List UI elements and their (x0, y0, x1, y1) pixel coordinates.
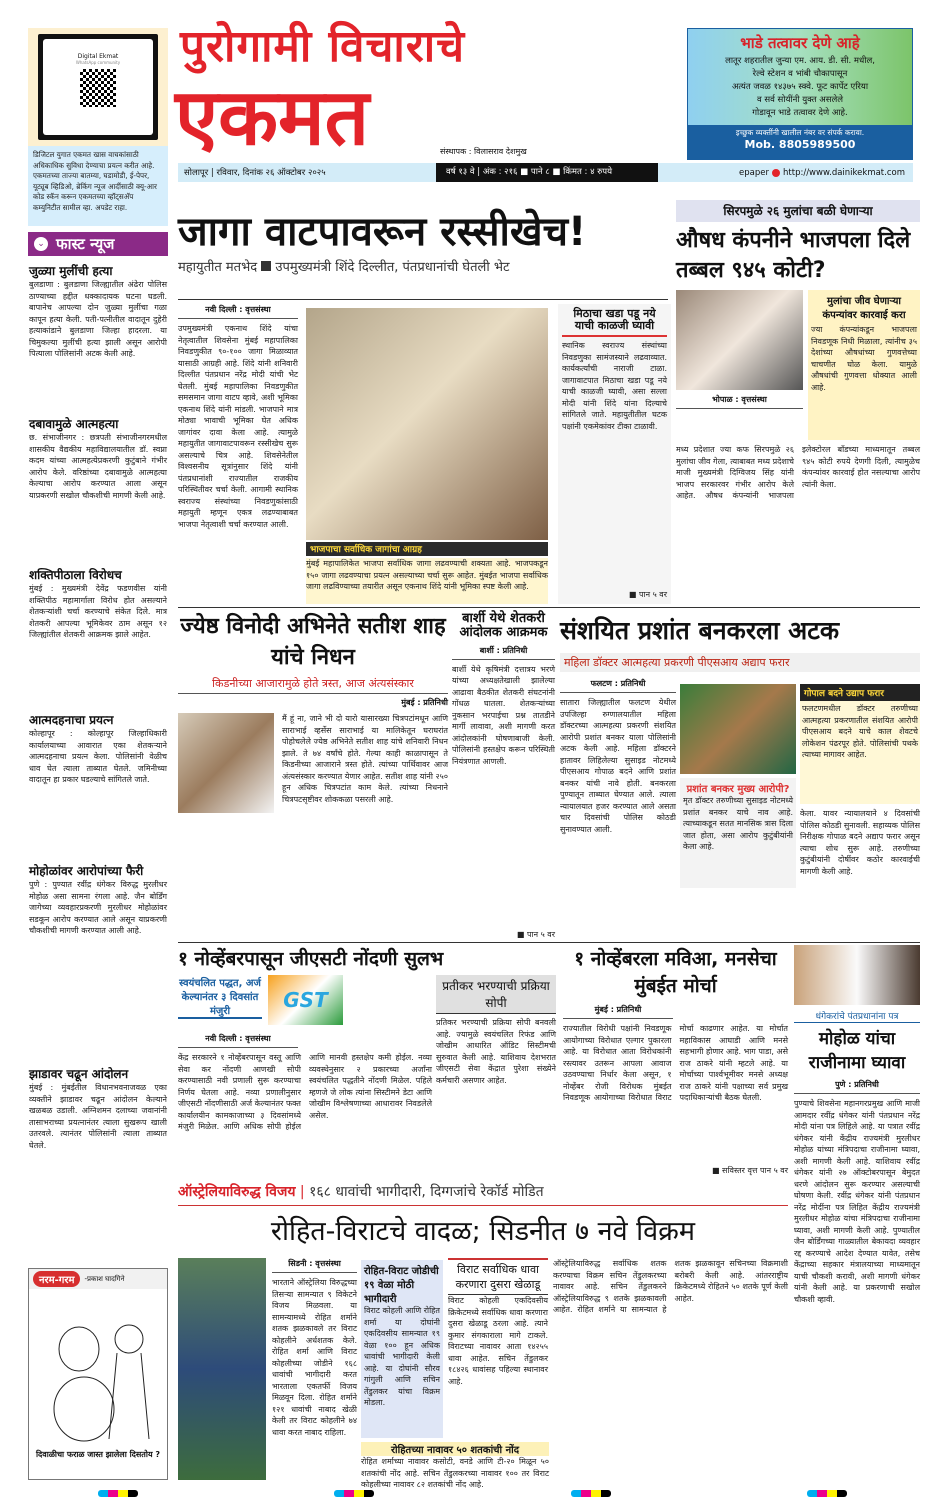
qr-card[interactable] (38, 34, 158, 140)
cricket-article: सिडनी : वृत्तसंस्था भारताने ऑस्ट्रेलिया विरुद्धच्या तिसऱ्या सामन्यात ९ विकेटने विजय मिळवला. या सामन्यामध्ये रोहित शर्माने शतक झळकावले तर विराट कोहलीने अर्धशतक केले. रोहित शर्मा आणि विराट कोहलीच्या जोडीने १६८ धावांची भागीदारी करत भारताला एकतर्फी विजय मिळवून दिला. रोहित शर्माने १२१ धावांची नाबाद खेळी केली तर विराट कोहलीने ७४ धावा करत नाबाद राहिला. रोहित-विराट जोडीची १९ वेळा मोठी भागीदारी विराट कोहली आणि रोहित शर्मा या दोघांनी एकदिवसीय सामन्यात १९ वेळा १०० हून अधिक धावांची भागीदारी केली आहे. या दोघांनी सौरव गांगुली आणि सचिन तेंडुलकर यांचा विक्रम मोडला. विराट सर्वाधिक धावा करणारा दुसरा खेळाडू विराट कोहली एकदिवसीय क्रिकेटमध्ये सर्वाधिक धावा करणारा दुसरा खेळाडू ठरला आहे. त्याने कुमार संगकाराला मागे टाकले. विराटच्या नावावर आता १४२५५ धावा आहेत. सचिन तेंडुलकर १८४२६ धावांसह पहिल्या स्थानावर आहे. ऑस्ट्रेलियाविरुद्ध सर्वाधिक शतक करण्याचा विक्रम सचिन तेंडुलकरच्या नावावर आहे. सचिन तेंडुलकरने ऑस्ट्रेलियाविरुद्ध ९ शतके झळकावली आहेत. रोहित शर्माने या सामन्यात हे शतक झळकावून सचिनच्या विक्रमाशी बरोबरी केली आहे. आंतरराष्ट्रीय क्रिकेटमध्ये रोहितने ५० शतके पूर्ण केली आहेत. रोहितच्या नावावर ५० शतकांची नोंद रोहित शर्माच्या नावावर कसोटी, वनडे आणि टी-२० मिळून ५० शतकांची नोंद आहे. सचिन तेंडुलकरच्या नावावर १०० तर विराट कोहलीच्या नावावर ८२ शतकांची नोंद आहे. (178, 1258, 788, 1480)
pharma-block (676, 200, 920, 605)
gst-article: स्वयंचलित पद्धत, अर्ज केल्यानंतर ३ दिवसांत मंजुरी GST नवी दिल्ली : वृत्तसंस्था केंद्र सरकारने १ नोव्हेंबरपासून वस्तू आणि सेवा कर नोंदणी आणखी सोपी करण्यासाठी नवी प्रणाली सुरू करण्याचा निर्णय घेतला आहे. नव्या प्रणालीनुसार जीएसटी नोंदणीसाठी अर्ज केल्यानंतर फक्त कार्यालयीन कामकाजाच्या ३ दिवसांमध्ये मंजुरी मिळेल. आणि अधिक सोपी होईल आणि मानवी हस्तक्षेप कमी होईल. नव्या व्यवस्थेनुसार २ प्रकारच्या अर्जांना स्वयंचलित पद्धतीने नोंदणी मिळेल. पहिले म्हणजे जे लोक त्यांना सिस्टीमने डेटा आणि जोखीम विश्लेषणाच्या आधारावर निवडलेले असेल. प्रतीकर भरण्याची प्रक्रिया सोपी प्रतिकर भरण्याची प्रक्रिया सोपी बनवली आहे. ज्यामुळे स्वयंचलित रिफंड आणि जोखीम आधारित ऑडिट सिस्टीमची सुरुवात केली आहे. याशिवाय देशभरात जीएसटी सेवा केंद्रात पुरेशा संख्येने कर्मचारी असणार आहेत. (178, 975, 558, 1175)
pharma-kicker: सिरपमुळे २६ मुलांचा बळी घेणाऱ्या (676, 200, 920, 222)
qr-title: Digital Ekmat (77, 53, 119, 60)
epaper-label: epaper (739, 167, 770, 178)
shah-photo (178, 713, 274, 813)
shah-block (178, 611, 448, 940)
color-mark (98, 1490, 138, 1497)
shah-subheadline: किडनीच्या आजारामुळे होते त्रस्त, आज अंत्यसंस्कार (178, 676, 448, 694)
lead-photo-caption: भाजपाचा सर्वाधिक जागांचा आग्रह (306, 542, 548, 556)
print-color-marks (0, 1490, 945, 1498)
qr-code (80, 69, 116, 107)
news-item: आत्मदहनाचा प्रयत्न कोल्हापूर : कोल्हापूर जिल्हाधिकारी कार्यालयाच्या आवारात एका शेतकऱ्याने आत्मदहनाचा प्रयत्न केला. पोलिसांनी वेळीच धाव घेत त्याला ताब्यात घेतले. जमिनीच्या वादातून हा प्रकार घडल्याचे सांगितले जाते. (29, 713, 167, 784)
mohol-article: धंगेकरांचे पंतप्रधानांना पत्र मोहोळ यांचा राजीनामा घ्यावा पुणे : प्रतिनिधी पुण्याचे शिवसेना महानगरप्रमुख आणि माजी आमदार रवींद्र धंगेकर यांनी पंतप्रधान नरेंद्र मोदी यांना पत्र लिहिले आहे. या पत्रात रवींद्र धंगेकर यांनी केंद्रीय राज्यमंत्री मुरलीधर मोहोळ यांच्या मंत्रिपदाचा राजीनामा घ्यावा, अशी मागणी केली आहे. याशिवाय रवींद्र धंगेकर यांनी २७ ऑक्टोबरपासून बेमुदत धरणे आंदोलन सुरू करण्यार असल्याची घोषणा केली. रवींद्र धंगेकर यांनी पंतप्रधान नरेंद्र मोदींना पत्र लिहित केंद्रीय राज्यमंत्री मुरलीधर मोहोळ यांचा मंत्रिपदाचा राजीनामा घ्यावा, अशी मागणी केली आहे. पुण्यातील जैन बोर्डिंगच्या गाळ्यातील बेकायदा व्यवहार रद्द करण्याचे आदेश देण्यात यावेत, तसेच केंद्राच्या सहकार मंत्रालयाच्या माध्यमातून याची चौकशी करावी, अशी मागणी धंगेकर यांनी केली आहे. या प्रकरणाची सखोल चौकशी व्हावी. (794, 945, 920, 1480)
color-mark (334, 1490, 374, 1497)
news-item: दबावामुळे आत्महत्या छ. संभाजीनगर : छत्रपती संभाजीनगरमधील शासकीय वैद्यकीय महाविद्यालयातील डॉ. स्वप्ना कदम यांच्या आत्महत्येप्रकरणी कुटुंबाने गंभीर आरोप केले. वरिष्ठांच्या दबावामुळे आत्महत्या केल्याचा आरोप करण्यात आला असून याप्रकरणी सखोल चौकशीची मागणी केली आहे. (29, 417, 167, 500)
ad-mobile: Mob. 8805989500 (744, 138, 856, 151)
founder: संस्थापक : विलासराव देशमुख (440, 147, 527, 156)
ad-line: रेल्वे स्टेशन व भांबी चौकापासून (752, 69, 848, 79)
mid-box: मिठाचा खडा पडू नये याची काळजी घ्यावी स्थानिक स्वराज्य संस्थांच्या निवडणुका सामंजस्याने लढवाव्यात. कार्यकर्त्यांची नाराजी टाळा. जागावाटपात मिठाचा खडा पडू नये याची काळजी घ्यावी, असा सल्ला मोदी यांनी शिंदे यांना दिल्याचे सांगितले जाते. महायुतीतील घटक पक्षांनी एकमेकांवर टीका टाळावी. ■ पान ५ वर (558, 304, 671, 604)
qr-promo (28, 28, 168, 146)
lead-subheadline: महायुतीत मतभेद उपमुख्यमंत्री शिंदे दिल्लीत, पंतप्रधानांची घेतली भेट (178, 260, 510, 275)
shah-article: मुंबई : प्रतिनिधी मैं हूं ना, जाने भी दो यारो यासारख्या चित्रपटांमधून आणि साराभाई व्हर्सेस साराभाई या मालिकेतून घराघरांत पोहोचलेले ज्येष्ठ अभिनेते सतीश शाह यांचे शनिवारी निधन झाले. ते ७४ वर्षांचे होते. गेल्या काही काळापासून ते किडनीच्या आजाराने त्रस्त होते. त्यांच्या पार्थिवावर आज अंत्यसंस्कार करण्यात येणार आहेत. सतीश शाह यांनी २५० हून अधिक चित्रपटांत काम केले. त्यांच्या निधनाने चित्रपटसृष्टीवर शोककळा पसरली आहे. (178, 694, 448, 940)
lead-headline: जागा वाटपावरून रस्सीखेच! (178, 209, 587, 255)
rental-ad[interactable] (687, 28, 913, 160)
fast-news (28, 232, 168, 1262)
gst-logo: GST (268, 975, 343, 1025)
cartoon-author: -प्रकाश घादगिने (84, 1274, 125, 1283)
mohol-photo (794, 945, 920, 1005)
mavia-block: १ नोव्हेंबरला मविआ, मनसेचा मुंबईत मोर्चा मुंबई : प्रतिनिधी राज्यातील विरोधी पक्षांनी निवडणूक आयोगाच्या विरोधात एल्गार पुकारला आहे. या विरोधात आता विरोधकांनी रस्त्यावर उतरून आपला आवाज उठवण्याचा निर्धार केला असून, १ नोव्हेंबर रोजी विरोधक मुंबईत निवडणूक आयोगाच्या विरोधात विराट मोर्चा काढणार आहेत. या मोर्चात महाविकास आघाडी आणि मनसे सहभागी होणार आहे. भाग पाडा, असे राज ठाकरे यांनी म्हटले आहे. या मोर्चाच्या पार्श्वभूमीवर मनसे अध्यक्ष राज ठाकरे यांनी पक्षाच्या सर्व प्रमुख पदाधिकाऱ्यांची बैठक घेतली. ■ सविस्तर वृत्त पान ५ वर (563, 948, 788, 1175)
shah-headline: ज्येष्ठ विनोदी अभिनेते सतीश शाह यांचे निधन (180, 614, 446, 670)
mavia-headline: १ नोव्हेंबरला मविआ, मनसेचा मुंबईत मोर्चा (574, 948, 777, 997)
edition-date: सोलापूर | रविवार, दिनांक २६ ऑक्टोबर २०२५ (184, 168, 326, 178)
news-item: जुळ्या मुलींची हत्या बुलडाणा : बुलडाणा जिल्ह्यातील अंढेरा पोलिस ठाण्याच्या हद्दीत धक्कादायक घटना घडली. बापानेच आपल्या दोन जुळ्या मुलींचा गळा कापून हत्या केली. पती-पत्नीतील वादातून दुहेरी हत्याकांडाने बुलडाणा जिल्हा हादरला. या चिमुकल्या मुलींची हत्या झाली असून आरोपी पित्याला पोलिसांनी अटक केली आहे. (29, 264, 167, 358)
cricket-photo (178, 1258, 266, 1480)
lead-photo (306, 308, 548, 540)
lead-article: नवी दिल्ली : वृत्तसंस्था उपमुख्यमंत्री एकनाथ शिंदे यांचा नेतृत्वातील शिवसेना मुंबई महापालिका निवडणुकीत ९०-१०० जागा मिळाव्यात यासाठी आग्रही आहे. शिंदे यांनी शनिवारी दिल्लीत पंतप्रधान नरेंद्र मोदी यांची भेट घेतली. मुंबई महापालिका निवडणुकीत समसमान जागा वाटप व्हावे, अशी भूमिका एकनाथ शिंदे यांनी मांडली. भाजपाने मात्र मोठ्या भावाची भूमिका घेत अधिक जागांवर दावा केला आहे. त्यामुळे महायुतीत जागावाटपावरून रस्सीखेच सुरू असल्याचे चित्र आहे. शिवसेनेतील विश्वसनीय सूत्रांनुसार शिंदे यांनी पंतप्रधानांशी राज्यातील राजकीय परिस्थितीवर चर्चा केली. आगामी स्थानिक स्वराज्य संस्थांच्या निवडणुकांसाठी महायुती म्हणून एकत्र लढण्याबाबत भाजपा नेतृत्वाशी चर्चा करण्यात आली. भाजपाचा सर्वाधिक जागांचा आग्रह मुंबई महापालिकेत भाजपा सर्वाधिक जागा लढवण्याची शक्यता आहे. भाजपकडून १५० जागा लढवण्याचा प्रयत्न असल्याच्या चर्चा सुरू आहेत. मुंबईत भाजपा सर्वाधिक जागा लढविण्याच्या तयारीत असून एकनाथ शिंदे यांनी भूमिका स्पष्ट केली आहे. (178, 304, 556, 604)
prashant-article: फलटण : प्रतिनिधी सातारा जिल्ह्यातील फलटण येथील उपजिल्हा रुग्णालयातील महिला डॉक्टरच्या आत्महत्या प्रकरणी संशयित आरोपी प्रशांत बनकर याला पोलिसांनी अटक केली आहे. महिला डॉक्टरने हातावर लिहिलेल्या सुसाइड नोटमध्ये पीएसआय गोपाळ बदने आणि प्रशांत बनकर यांची नावे होती. बनकरला पुण्यातून ताब्यात घेण्यात आले. त्याला न्यायालयात हजर करण्यात आले असता चार दिवसांची पोलिस कोठडी सुनावण्यात आली. गोपाल बदने उद्याप फरार फलटणमधील डॉक्टर तरुणीच्या आत्महत्या प्रकरणातील संशयित आरोपी पीएसआय बदने याचे काल शेवटचे लोकेशन पंढरपूर होते. पोलिसांची पथके त्याच्या मागावर आहेत. प्रशांत बनकर मुख्य आरोपी? मृत डॉक्टर तरुणीच्या सुसाइड नोटमध्ये प्रशांत बनकर याचे नाव आहे. त्याच्याकडून सतत मानसिक त्रास दिला जात होता, असा आरोप कुटुंबीयांनी केला आहे. केला. यावर न्यायालयाने ४ दिवसांची पोलिस कोठडी सुनावली. सहाय्यक पोलिस निरीक्षक गोपाळ बदने अद्याप फरार असून त्याचा शोध सुरू आहे. तरुणीच्या कुटुंबीयांनी दोषींवर कठोर कारवाईची मागणी केली आहे. (560, 678, 920, 940)
pharma-photo (676, 290, 803, 390)
color-mark (571, 1490, 611, 1497)
color-mark (807, 1490, 847, 1497)
cricket-kicker: ऑस्ट्रेलियाविरुद्ध विजय | १६८ धावांची भागीदारी, दिग्गजांचे रेकॉर्ड मोडित (178, 1182, 788, 1206)
cricket-headline: रोहित-विराटचे वादळ; सिडनीत ७ नवे विक्रम (270, 1216, 696, 1247)
news-item: मोहोळांवर आरोपांच्या फैरी पुणे : पुण्यात रवींद्र धंगेकर विरुद्ध मुरलीधर मोहोळ असा सामना रंगला आहे. जैन बोर्डिंग जागेच्या व्यवहारप्रकरणी मुरलीधर मोहोळांवर सडकून आरोप करण्यात आले असून याप्रकरणी चौकशीची मागणी करण्यात आली आहे. (29, 864, 167, 935)
cartoon-drawing (29, 1289, 167, 1449)
ad-contact: इच्छुक व्यक्तींनी खालील नंबर वर संपर्क करावा. (735, 128, 865, 137)
date-bar (178, 163, 913, 182)
masthead-tagline: पुरोगामी विचाराचे (180, 21, 466, 72)
website-link[interactable]: http://www.dainikekmat.com (783, 167, 905, 178)
pharma-article: भोपाळ : वृत्तसंस्था मुलांचा जीव घेणाऱ्या कंपन्यांवर कारवाई करा ज्या कंपन्यांकडून भाजपला निवडणूक निधी मिळाला, त्यांनीच ३५ देशांच्या औषधांच्या गुणवत्तेच्या चाचणीत घोळ केला. यामुळे औषधांची गुणवत्ता धोक्यात आली आहे. मध्य प्रदेशात ज्या कफ सिरपमुळे २६ मुलांचा जीव गेला, त्याबाबत मध्य प्रदेशाचे माजी मुख्यमंत्री दिग्विजय सिंह यांनी भाजप सरकारवर गंभीर आरोप केले आहेत. औषध कंपन्यांनी भाजपला इलेक्टोरल बाँडच्या माध्यमातून तब्बल ९४५ कोटी रुपये देणगी दिली, त्यामुळेच कंपन्यांवर कारवाई होत नसल्याचा आरोप त्यांनी केला. (676, 290, 920, 605)
prashant-headline: संशयित प्रशांत बनकरला अटक (560, 616, 840, 645)
cartoon-caption: दिवाळीचा फराळ जास्त झालेला दिसतोय ? (35, 1450, 161, 1459)
ad-title: भाडे तत्वावर देणे आहे (740, 34, 860, 52)
gst-headline: १ नोव्हेंबरपासून जीएसटी नोंदणी सुलभ (178, 948, 444, 970)
epaper-icon (772, 169, 780, 177)
masthead-logo: एकमत (175, 73, 370, 163)
ad-line: लातूर शहरातील जुन्या एम. आय. डी. सी. मधील, (725, 56, 875, 66)
chevron-down-icon: ⌄ (34, 237, 48, 251)
pharma-headline: औषध कंपनीने भाजपला दिले तब्बल ९४५ कोटी? (676, 228, 911, 283)
cartoon-header: नरम-गरम (33, 1271, 80, 1287)
ad-line: गोडावून भाडे तत्वावर देणे आहे. (752, 108, 848, 118)
lead-header (178, 206, 668, 298)
ad-line: अत्यंत जवळ १४३७५ स्क्वे. फूट कार्पेट एरिया (731, 82, 869, 92)
prashant-photo (680, 684, 796, 774)
ad-line: व सर्व सोयींनी युक्त असलेले (756, 95, 844, 105)
qr-subtitle: WhatsApp community (75, 60, 121, 65)
prashant-subheadline: महिला डॉक्टर आत्महत्या प्रकरणी पीएसआय अद्याप फरार (560, 653, 920, 672)
news-item: झाडावर चढून आंदोलन मुंबई : मुंबईतील विधानभवनाजवळ एका व्यक्तीने झाडावर चढून आंदोलन केल्याने खळबळ उडाली. अग्निशमन दलाच्या जवानांनी तासाभराच्या प्रयत्नानंतर त्याला सुखरूप खाली उतरवले. त्यानंतर पोलिसांनी त्याला ताब्यात घेतले. (29, 1067, 167, 1150)
cartoon-box (28, 1268, 168, 1480)
fast-news-header: ⌄ फास्ट न्यूज (28, 232, 168, 256)
news-item: शक्तिपीठाला विरोधच मुंबई : मुख्यमंत्री देवेंद्र फडणवीस यांनी शक्तिपीठ महामार्गाला विरोध होत असल्याने शेतकऱ्यांशी चर्चा करण्याचे संकेत दिले. मात्र शेतकरी आपल्या भूमिकेवर ठाम असून १२ जिल्ह्यांतील शेतकरी आक्रमक झाले आहेत. (29, 568, 167, 639)
qr-description: डिजिटल युगात एकमत खास वाचकांसाठी अधिकाधिक सुविधा देण्याचा प्रयत्न करीत आहे. एकमतच्या ताज्या बातम्या, घडामोडी, ई-पेपर, यूट्यूब व्हिडिओ, ब्रेकिंग न्यूज आदींसाठी क्यू-आर कोड स्कॅन करून एकमतच्या व्हॉट्सअ‍ॅप कम्युनिटीत सामील व्हा. अपडेट राहा. (28, 146, 168, 226)
barshi-article: बार्शी येथे शेतकरी आंदोलक आक्रमक बार्शी : प्रतिनिधी बार्शी येथे कृषिमंत्री दत्तात्रय भरणे यांच्या अध्यक्षतेखाली झालेल्या आढावा बैठकीत शेतकरी संघटनांनी गोंधळ घातला. शेतकऱ्यांच्या नुकसान भरपाईचा प्रश्न तातडीने मार्गी लावावा, अशी मागणी करत आंदोलकांनी घोषणाबाजी केली. पोलिसांनी हस्तक्षेप करून परिस्थिती नियंत्रणात आणली. ■ पान ५ वर (452, 611, 555, 939)
issue-info: वर्ष १३ वे | अंक : २१६ ■ पाने ८ ■ किंमत : ४ रुपये (436, 163, 658, 182)
